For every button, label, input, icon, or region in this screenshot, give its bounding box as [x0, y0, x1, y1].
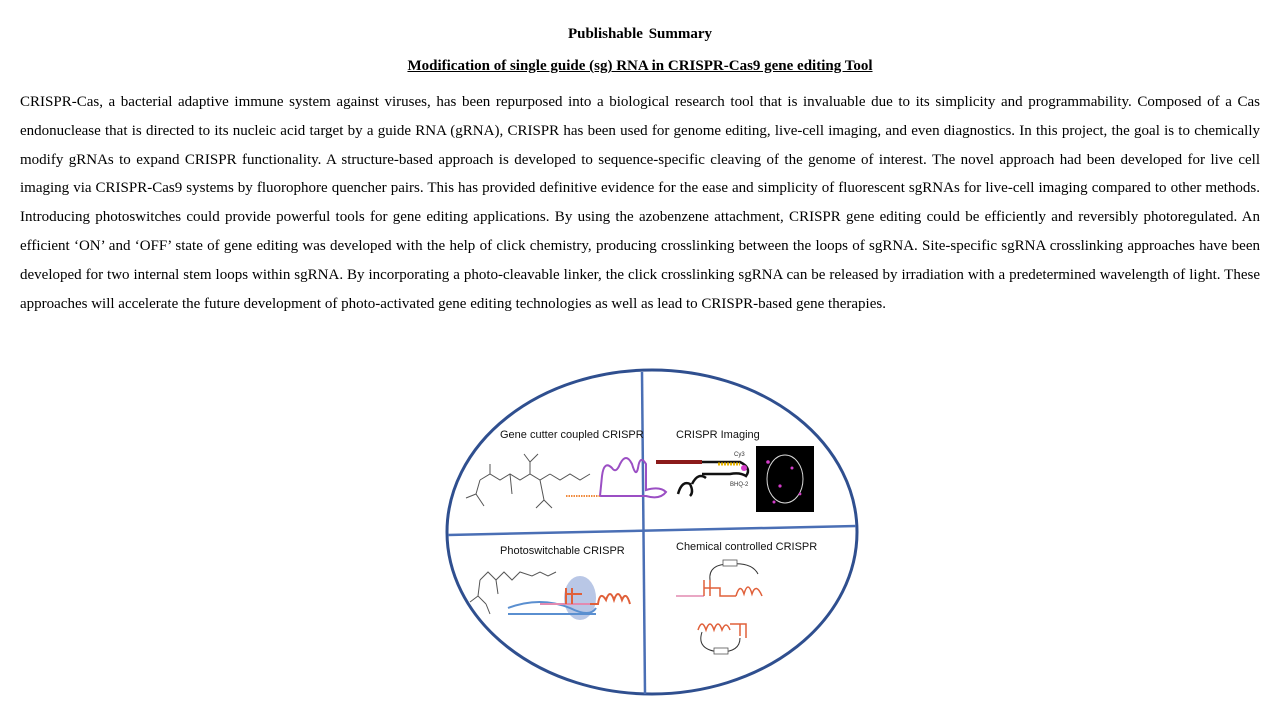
- label-photoswitchable: Photoswitchable CRISPR: [500, 545, 625, 557]
- summary-paragraph: CRISPR-Cas, a bacterial adaptive immune system against viruses, has been repurposed into a biological research tool that is invaluable due to its simplicity and programmability. Composed of a Cas endonuclease that is directed to its nucleic acid target by a guide RNA (gRNA), CRISPR has been used for genome editing, live-cell imaging, and even diagnostics. In this project, the goal is to chemically modify gRNAs to expand CRISPR functionality. A structure-based approach is developed to sequence-specific cleaving of the genome of interest. The novel approach had been developed for live cell imaging via CRISPR-Cas9 systems by fluorophore quencher pairs. This has provided definitive evidence for the ease and simplicity of fluorescent sgRNAs for live-cell imaging compared to other methods. Introducing photoswitches could provide powerful tools for gene editing applications. By using the azobenzene attachment, CRISPR gene editing could be efficiently and reversibly photoregulated. An efficient ‘ON’ and ‘OFF’ state of gene editing was developed with the help of click chemistry, producing crosslinking between the loops of sgRNA. Site-specific sgRNA crosslinking approaches have been developed for two internal stem loops within sgRNA. By incorporating a photo-cleavable linker, the click crosslinking sgRNA can be released by irradiation with a predetermined wavelength of light. These approaches will accelerate the future development of photo-activated gene editing technologies as well as lead to CRISPR-based gene therapies.: [20, 94, 1260, 312]
- label-cy3: Cy3: [734, 452, 745, 458]
- subtitle-text: Modification of single guide (sg) RNA in CRISPR-Cas9 gene editing Tool: [407, 58, 873, 74]
- label-crispr-imaging: CRISPR Imaging: [676, 429, 760, 441]
- cell-image: [756, 446, 814, 512]
- document-title: Publishable Summary: [567, 26, 713, 42]
- cy3-dot: [741, 465, 747, 471]
- label-gene-cutter: Gene cutter coupled CRISPR: [500, 429, 644, 441]
- crispr-overview-diagram: [440, 368, 864, 704]
- document-subtitle: [0, 56, 1280, 76]
- label-bhq2: BHQ-2: [730, 482, 749, 488]
- crispr-overview-figure: [440, 368, 864, 704]
- label-chemical-controlled: Chemical controlled CRISPR: [676, 541, 818, 553]
- outer-ellipse: [447, 370, 857, 694]
